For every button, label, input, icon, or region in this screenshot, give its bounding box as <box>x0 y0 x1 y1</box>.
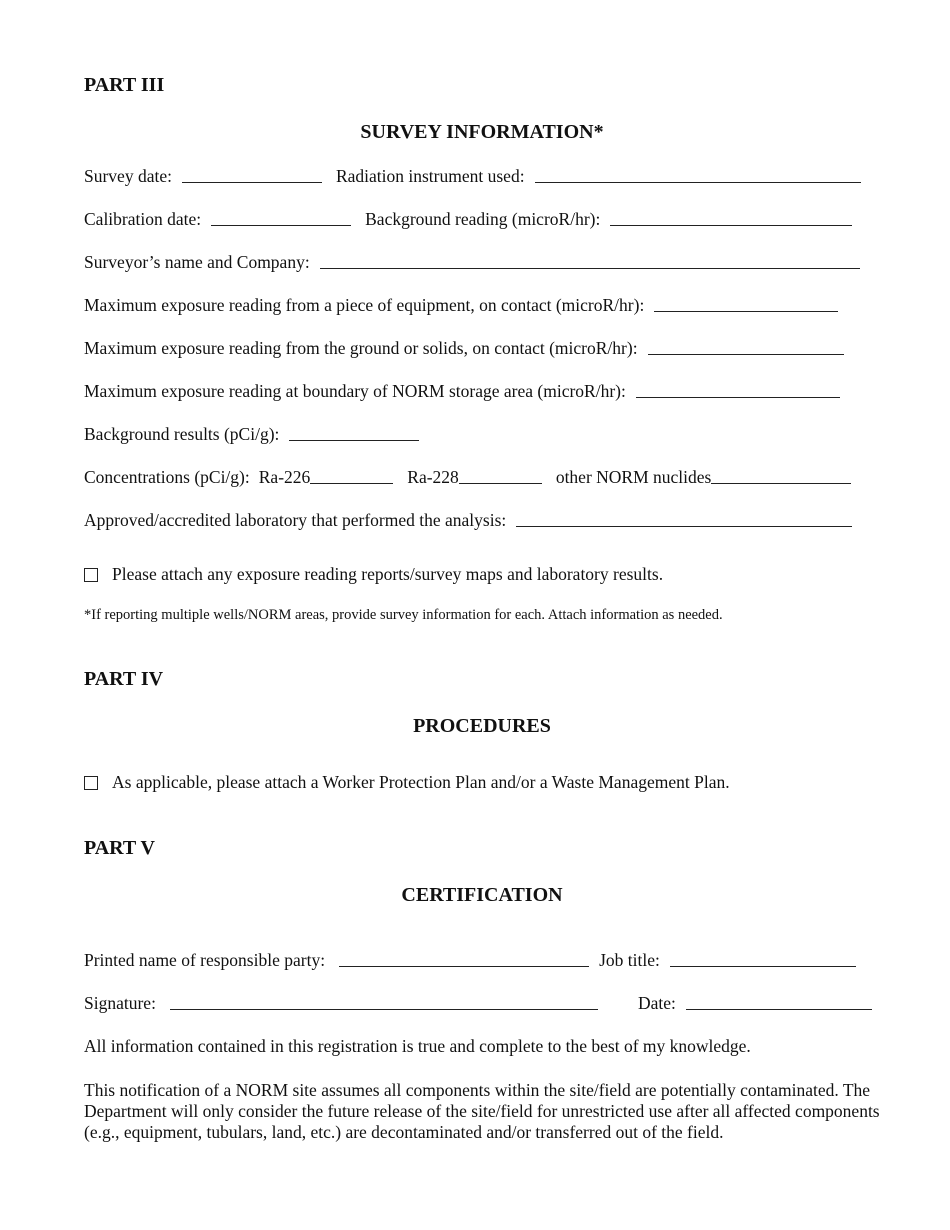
attach-reports-row <box>84 564 884 585</box>
attach-plans-checkbox[interactable] <box>84 776 98 790</box>
other-nuclides-label: other NORM nuclides <box>555 467 712 487</box>
job-title-field[interactable] <box>670 965 856 967</box>
surveyor-label: Surveyor’s name and Company: <box>84 252 310 272</box>
background-results-row <box>84 424 884 445</box>
laboratory-label: Approved/accredited laboratory that performed the analysis: <box>84 510 507 530</box>
calibration-row <box>84 209 884 230</box>
certification-title: CERTIFICATION <box>401 884 563 906</box>
signature-label: Signature: <box>84 993 156 1013</box>
part-3-label: PART III <box>84 74 165 96</box>
printed-name-row <box>84 950 884 971</box>
max-boundary-row <box>84 381 884 402</box>
concentrations-label: Concentrations (pCi/g): <box>84 467 250 487</box>
ra226-label: Ra-226 <box>258 467 311 487</box>
concentrations-row <box>84 467 884 488</box>
part-5-label: PART V <box>84 837 155 859</box>
background-results-field[interactable] <box>289 439 419 441</box>
background-results-label: Background results (pCi/g): <box>84 424 280 444</box>
max-boundary-field[interactable] <box>636 396 840 398</box>
background-reading-label: Background reading (microR/hr): <box>365 209 601 229</box>
max-ground-row <box>84 338 884 359</box>
procedures-title: PROCEDURES <box>413 715 551 737</box>
job-title-label: Job title: <box>599 950 660 970</box>
signature-row <box>84 993 884 1014</box>
background-reading-field[interactable] <box>610 224 852 226</box>
survey-footnote: *If reporting multiple wells/NORM areas, provide survey information for each. Attach information as needed. <box>84 607 723 623</box>
date-field[interactable] <box>686 1008 872 1010</box>
max-equipment-field[interactable] <box>654 310 838 312</box>
survey-date-field[interactable] <box>182 181 322 183</box>
calibration-date-field[interactable] <box>211 224 351 226</box>
survey-information-title: SURVEY INFORMATION* <box>360 121 604 143</box>
calibration-date-label: Calibration date: <box>84 209 202 229</box>
signature-field[interactable] <box>170 1008 598 1010</box>
other-nuclides-field[interactable] <box>711 482 851 484</box>
surveyor-field[interactable] <box>320 267 860 269</box>
max-boundary-label: Maximum exposure reading at boundary of NORM storage area (microR/hr): <box>84 381 626 401</box>
date-label: Date: <box>637 993 676 1013</box>
ra228-field[interactable] <box>459 482 542 484</box>
instrument-label: Radiation instrument used: <box>335 166 525 186</box>
survey-date-row <box>84 166 884 187</box>
printed-name-label: Printed name of responsible party: <box>84 950 326 970</box>
survey-date-label: Survey date: <box>84 166 172 186</box>
attach-plans-label: As applicable, please attach a Worker Protection Plan and/or a Waste Management Plan. <box>112 772 730 792</box>
max-equipment-row <box>84 295 884 316</box>
laboratory-row <box>84 510 884 531</box>
norm-notice-paragraph: This notification of a NORM site assumes all components within the site/field are potentially contaminated. The Department will only consider the future release of the site/field for unrestricted use after all affected components (e.g., equipment, tubulars, land, etc.) are decontaminated and/or transferred out of the field. <box>84 1080 880 1142</box>
max-equipment-label: Maximum exposure reading from a piece of equipment, on contact (microR/hr): <box>84 295 645 315</box>
attach-reports-checkbox[interactable] <box>84 568 98 582</box>
certification-statement: All information contained in this registration is true and complete to the best of my knowledge. <box>84 1036 751 1056</box>
max-ground-label: Maximum exposure reading from the ground or solids, on contact (microR/hr): <box>84 338 638 358</box>
max-ground-field[interactable] <box>648 353 844 355</box>
part-4-label: PART IV <box>84 668 164 690</box>
instrument-field[interactable] <box>535 181 861 183</box>
ra228-label: Ra-228 <box>407 467 459 487</box>
surveyor-row <box>84 252 884 273</box>
printed-name-field[interactable] <box>339 965 589 967</box>
attach-reports-label: Please attach any exposure reading reports/survey maps and laboratory results. <box>112 564 664 584</box>
laboratory-field[interactable] <box>516 525 852 527</box>
ra226-field[interactable] <box>310 482 393 484</box>
attach-plans-row <box>84 772 884 793</box>
